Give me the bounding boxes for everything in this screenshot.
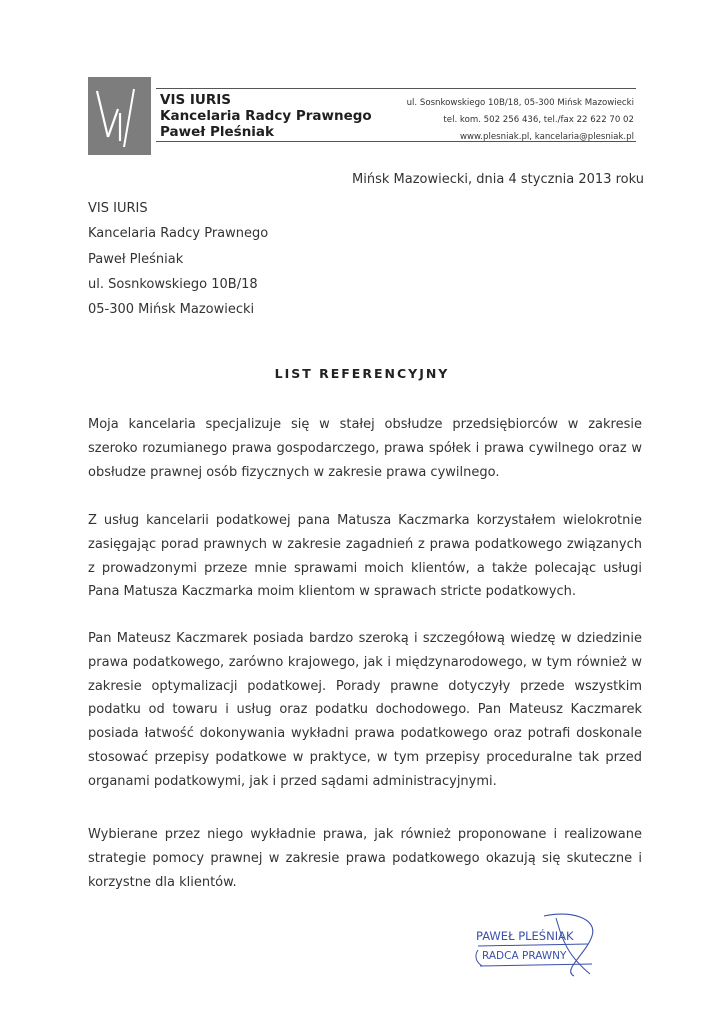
firm-name: VIS IURIS	[160, 92, 232, 108]
firm-owner: Paweł Pleśniak	[160, 124, 275, 140]
signature-stamp	[470, 908, 610, 978]
letterhead	[88, 77, 636, 155]
stamp-title: RADCA PRAWNY	[482, 950, 567, 962]
recipient-line: VIS IURIS	[88, 201, 148, 216]
contact-phone: tel. kom. 502 256 436, tel./fax 22 622 70 02	[443, 115, 634, 125]
contact-block	[407, 95, 634, 146]
letterhead-rule-top	[156, 88, 636, 89]
date-line: Mińsk Mazowiecki, dnia 4 stycznia 2013 roku	[352, 172, 644, 187]
firm-name-block	[160, 92, 372, 140]
contact-address: ul. Sosnkowskiego 10B/18, 05-300 Mińsk Mazowiecki	[406, 98, 634, 108]
recipient-address	[88, 196, 268, 322]
firm-type: Kancelaria Radcy Prawnego	[160, 108, 372, 124]
recipient-line: Kancelaria Radcy Prawnego	[88, 226, 269, 242]
recipient-line: 05-300 Mińsk Mazowiecki	[88, 302, 255, 318]
vi-logo-icon	[88, 77, 151, 155]
paragraph: Z usług kancelarii podatkowej pana Matusza Kaczmarka korzystałem wielokrotnie zasięgając porad prawnych w zakresie zagadnień z prawa podatkowego związanych z prowadzonymi przeze mnie sprawami moich klientów, a także polecając usługi Pana Matusza Kaczmarka moim klientom w sprawach stricte podatkowych.	[88, 513, 642, 600]
recipient-line: Paweł Pleśniak	[88, 251, 184, 267]
paragraph: Pan Mateusz Kaczmarek posiada bardzo szeroką i szczegółową wiedzę w dziedzinie prawa podatkowego, zarówno krajowego, jak i międzynarodowego, w tym również w zakresie optymalizacji podatkowej. Porady prawne dotyczyły przede wszystkim podatku od towaru i usług oraz podatku dochodowego. Pan Mateusz Kaczmarek posiada łatwość dokonywania wykładni prawa podatkowego oraz potrafi doskonale stosować przepisy podatkowe w praktyce, w tym przepisy proceduralne tak przed organami podatkowymi, jak i przed sądami administracyjnymi.	[88, 631, 642, 789]
paragraph: Moja kancelaria specjalizuje się w stałej obsłudze przedsiębiorców w zakresie szeroko rozumianego prawa gospodarczego, prawa spółek i prawa cywilnego oraz w obsłudze prawnej osób fizycznych w zakresie prawa cywilnego.	[88, 417, 642, 480]
letterhead-rule-bottom	[156, 141, 636, 142]
stamp-name: PAWEŁ PLEŚNIAK	[476, 929, 574, 943]
recipient-line: ul. Sosnkowskiego 10B/18	[88, 276, 258, 292]
contact-web-email: www.plesniak.pl, kancelaria@plesniak.pl	[460, 132, 634, 142]
paragraph: Wybierane przez niego wykładnie prawa, jak również proponowane i realizowane strategie pomocy prawnej w zakresie prawa podatkowego okazują się skuteczne i korzystne dla klientów.	[88, 827, 642, 890]
document-title: LIST REFERENCYJNY	[274, 366, 450, 381]
firm-logo	[88, 77, 151, 155]
stamp-signature-icon	[470, 908, 610, 978]
